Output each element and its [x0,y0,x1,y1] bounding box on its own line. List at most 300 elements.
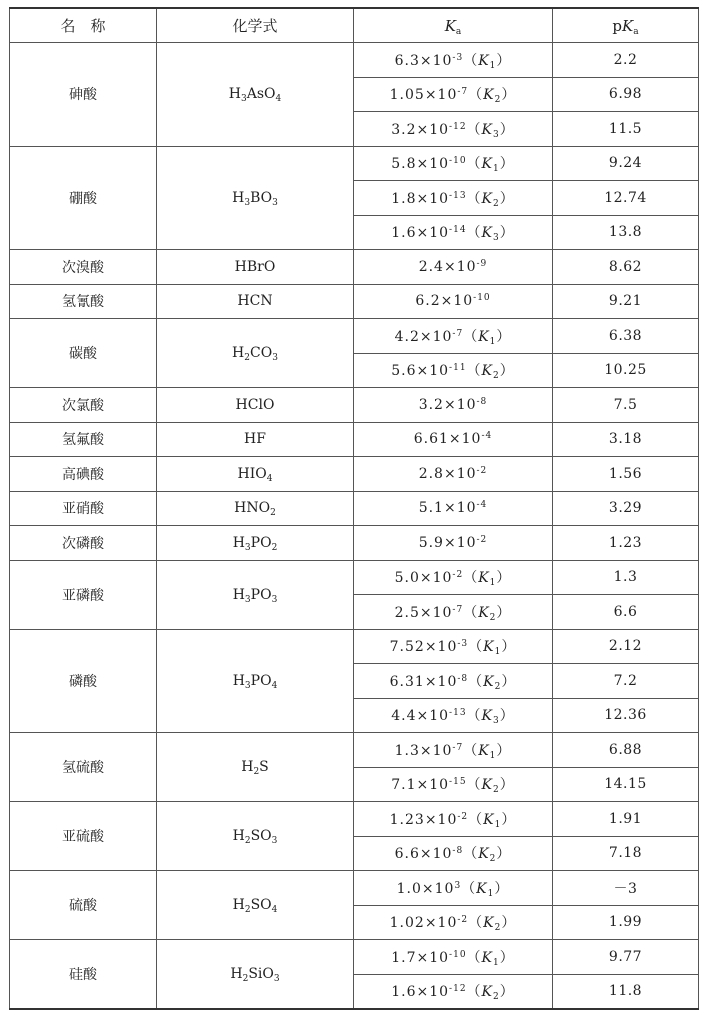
k-index: 3 [493,716,500,727]
pka-value-cell: 9.77 [553,940,699,975]
times-ten: ×10 [416,708,450,725]
paren-close: ） [501,639,517,656]
k-symbol: K [478,328,490,345]
ka-exponent: -15 [449,777,467,788]
k-symbol: K [476,880,488,897]
ka-value-cell [354,457,553,492]
paren-close: ） [499,777,515,794]
acid-name-cell: 次磷酸 [10,526,157,561]
paren-open: （ [466,225,482,242]
ka-mantissa: 3.2 [418,396,444,413]
formula-subscript: 2 [270,508,276,519]
acid-dissociation-table [9,7,699,1010]
ka-value-cell [354,595,553,630]
formula-part: H [230,965,243,982]
pka-subscript: a [633,26,639,37]
ka-subscript: a [455,26,462,37]
formula-part: HCN [237,293,273,310]
header-ka [354,8,553,43]
k-index: 3 [493,233,500,244]
k-index: 3 [493,129,500,140]
formula-subscript: 4 [271,905,278,915]
formula-subscript: 3 [271,594,278,605]
ka-value-cell [354,43,553,78]
pka-value-cell: 10.25 [553,353,699,388]
paren-close: ） [496,52,512,69]
ka-value-cell [354,112,553,147]
pka-value-cell: 2.12 [553,629,699,664]
paren-open: （ [463,328,479,345]
ka-exponent: -13 [449,190,467,201]
ka-mantissa: 2.5 [394,604,420,621]
pka-value-cell: 9.21 [553,284,699,319]
formula-cell [157,871,354,940]
times-ten: ×10 [443,534,477,551]
paren-open: （ [466,156,482,173]
table-row [10,146,699,181]
formula-part: PO [250,586,272,603]
ka-mantissa: 4.4 [391,708,417,725]
formula-subscript: 3 [272,197,278,208]
pka-symbol: K [622,16,634,35]
formula-subscript: 3 [272,353,278,363]
acid-name-cell: 碳酸 [10,319,157,388]
paren-close: ） [499,121,515,138]
times-ten: ×10 [443,258,477,275]
k-index: 2 [493,198,500,209]
table-row [10,940,699,975]
k-symbol: K [483,639,495,656]
ka-value-cell [354,388,553,423]
paren-close: ） [501,673,517,690]
pka-value-cell: 3.29 [553,491,699,526]
paren-close: ） [499,225,515,242]
ka-exponent: -2 [476,534,488,545]
times-ten: ×10 [416,363,450,380]
ka-exponent: -8 [452,846,464,857]
times-ten: ×10 [416,777,450,794]
formula-cell [157,457,354,492]
pka-value-cell: 9.24 [553,146,699,181]
formula-part: HF [244,431,266,448]
ka-exponent: -2 [452,570,464,581]
formula-subscript: 2 [242,973,249,984]
times-ten: ×10 [416,949,450,966]
ka-mantissa: 1.8 [391,190,417,207]
k-index: 2 [489,612,497,623]
k-symbol: K [481,225,494,242]
ka-mantissa: 3.2 [391,121,417,138]
formula-part: HClO [235,396,275,413]
pka-value-cell: 7.18 [553,836,699,871]
ka-exponent: -7 [452,328,464,339]
formula-cell [157,319,354,388]
times-ten: ×10 [424,673,458,690]
ka-value-cell [354,77,553,112]
formula-part: H [241,759,254,775]
formula-subscript: 3 [273,973,280,984]
k-index: 2 [494,681,502,692]
ka-mantissa: 5.9 [418,534,444,551]
ka-exponent: -10 [449,949,467,960]
ka-exponent: -4 [481,431,493,442]
ka-mantissa: 6.3 [394,52,420,69]
times-ten: ×10 [443,465,477,482]
ka-value-cell [354,526,553,561]
paren-open: （ [466,363,482,380]
k-symbol: K [481,156,494,173]
ka-value-cell [354,664,553,699]
paren-close: ） [499,984,515,1000]
formula-cell [157,733,354,802]
formula-part: PO [250,672,272,689]
ka-value-cell [354,284,553,319]
pka-value-cell: 1.91 [553,802,699,837]
k-symbol: K [483,915,495,932]
k-symbol: K [483,87,495,104]
k-index: 2 [494,95,502,106]
pka-value-cell: 6.98 [553,77,699,112]
pka-value-cell: －3 [553,871,699,906]
formula-part: SiO [248,965,274,982]
paren-open: （ [468,87,484,104]
times-ten: ×10 [416,156,450,173]
formula-part: S [259,759,269,775]
table-row [10,491,699,526]
paren-open: （ [468,639,484,656]
times-ten: ×10 [416,225,450,242]
table-row [10,284,699,319]
k-symbol: K [481,121,494,138]
ka-mantissa: 7.52 [389,639,425,656]
acid-name-cell: 氢氟酸 [10,422,157,457]
formula-cell [157,388,354,423]
paren-close: ） [499,949,515,966]
times-ten: ×10 [443,396,477,413]
paren-close: ） [499,708,515,725]
k-index: 1 [494,819,502,830]
formula-part: HBrO [234,258,276,275]
times-ten: ×10 [443,500,477,517]
paren-open: （ [463,742,479,759]
acid-name-cell: 砷酸 [10,43,157,147]
formula-subscript: 4 [275,94,282,105]
formula-subscript: 3 [271,836,278,846]
acid-name-cell: 硼酸 [10,146,157,250]
formula-subscript: 3 [244,680,251,691]
formula-part: CO [250,345,273,361]
paren-open: （ [466,984,482,1000]
ka-exponent: -13 [449,708,467,719]
paren-close: ） [496,604,512,621]
times-ten: ×10 [419,846,453,863]
ka-exponent: -12 [449,984,467,994]
paren-close: ） [501,915,517,932]
k-symbol: K [481,190,494,207]
formula-part: H [232,189,245,206]
header-name: 名 称 [10,8,157,43]
times-ten: ×10 [419,604,453,621]
pka-value-cell: 1.56 [553,457,699,492]
times-ten: ×10 [424,915,458,932]
ka-value-cell [354,250,553,285]
times-ten: ×10 [419,328,453,345]
paren-close: ） [494,880,510,897]
pka-value-cell: 1.99 [553,905,699,940]
formula-part: H [232,672,245,689]
pka-value-cell: 12.36 [553,698,699,733]
formula-subscript: 2 [244,353,250,363]
k-index: 1 [493,164,500,175]
formula-part: H [232,828,245,844]
ka-symbol: K [444,16,456,35]
table-row [10,43,699,78]
pka-value-cell: 2.2 [553,43,699,78]
k-index: 1 [489,578,497,589]
pka-value-cell: 3.18 [553,422,699,457]
ka-value-cell [354,629,553,664]
k-index: 1 [493,957,500,968]
acid-name-cell: 氢硫酸 [10,733,157,802]
ka-exponent: 3 [454,880,462,891]
paren-close: ） [496,570,512,587]
table-row [10,629,699,664]
ka-value-cell [354,146,553,181]
ka-mantissa: 2.4 [418,258,444,275]
formula-cell [157,284,354,319]
formula-part: BO [250,189,273,206]
k-symbol: K [481,708,494,725]
k-symbol: K [478,570,490,587]
formula-subscript: 2 [244,836,251,846]
k-index: 2 [493,371,500,382]
ka-exponent: -12 [449,121,467,132]
paren-open: （ [466,121,482,138]
ka-mantissa: 2.8 [418,465,444,482]
formula-cell [157,629,354,733]
formula-cell [157,802,354,871]
pka-value-cell: 7.2 [553,664,699,699]
paren-open: （ [463,846,479,863]
times-ten: ×10 [424,639,458,656]
ka-mantissa: 1.6 [391,984,417,1000]
pka-value-cell: 12.74 [553,181,699,216]
ka-mantissa: 5.1 [418,500,444,517]
formula-part: SO [250,897,272,913]
paren-close: ） [496,846,512,863]
table-row [10,319,699,354]
ka-value-cell [354,871,553,906]
formula-cell [157,491,354,526]
ka-exponent: -8 [476,396,488,407]
ka-mantissa: 1.05 [389,87,425,104]
ka-value-cell [354,905,553,940]
ka-mantissa: 1.6 [391,225,417,242]
pka-value-cell: 7.5 [553,388,699,423]
k-index: 1 [489,336,497,347]
pka-value-cell: 6.88 [553,733,699,768]
k-symbol: K [478,742,490,759]
pka-value-cell: 1.3 [553,560,699,595]
ka-mantissa: 1.23 [389,811,425,828]
times-ten: ×10 [440,293,474,310]
ka-value-cell [354,319,553,354]
ka-value-cell [354,767,553,802]
table-row [10,250,699,285]
ka-value-cell [354,698,553,733]
pka-value-cell: 11.8 [553,974,699,1009]
paren-open: （ [463,52,479,69]
times-ten: ×10 [424,87,458,104]
ka-mantissa: 1.0 [396,880,422,897]
formula-cell [157,250,354,285]
acid-name-cell: 次溴酸 [10,250,157,285]
paren-open: （ [466,777,482,794]
formula-part: H [232,897,245,913]
acid-name-cell: 高碘酸 [10,457,157,492]
ka-exponent: -3 [457,639,469,650]
header-formula: 化学式 [157,8,354,43]
ka-mantissa: 5.0 [394,570,420,587]
times-ten: ×10 [424,811,458,828]
table-row [10,526,699,561]
formula-subscript: 2 [271,542,278,553]
table-row [10,422,699,457]
ka-mantissa: 7.1 [391,777,417,794]
formula-part: H [232,586,245,603]
ka-exponent: -2 [476,465,488,476]
formula-part: HIO [237,465,267,482]
formula-part: AsO [246,86,276,103]
formula-cell [157,422,354,457]
ka-exponent: -7 [452,742,464,753]
ka-mantissa: 4.2 [394,328,420,345]
header-pka [553,8,699,43]
ka-exponent: -8 [457,673,469,684]
paren-open: （ [468,673,484,690]
ka-exponent: -9 [476,258,488,269]
formula-subscript: 3 [240,94,247,105]
acid-name-cell: 硅酸 [10,940,157,1009]
times-ten: ×10 [419,570,453,587]
paren-close: ） [496,328,512,345]
paren-close: ） [501,87,517,104]
ka-exponent: -14 [449,225,467,236]
formula-cell [157,940,354,1009]
formula-cell [157,43,354,147]
k-symbol: K [483,811,495,828]
k-index: 2 [494,923,502,934]
ka-exponent: -2 [457,915,469,926]
ka-value-cell [354,974,553,1009]
formula-cell [157,526,354,561]
formula-part: HNO [234,500,271,517]
ka-mantissa: 1.3 [394,742,420,759]
times-ten: ×10 [416,121,450,138]
ka-value-cell [354,422,553,457]
formula-subscript: 2 [244,905,251,915]
pka-value-cell: 8.62 [553,250,699,285]
ka-mantissa: 6.31 [389,673,425,690]
table-row [10,457,699,492]
ka-mantissa: 1.02 [389,915,425,932]
k-symbol: K [481,984,494,1000]
paren-close: ） [499,190,515,207]
ka-value-cell [354,560,553,595]
ka-exponent: -3 [452,52,464,63]
formula-part: PO [250,534,272,551]
k-index: 1 [489,750,497,761]
ka-value-cell [354,733,553,768]
ka-value-cell [354,181,553,216]
pka-value-cell: 1.23 [553,526,699,561]
acid-name-cell: 亚磷酸 [10,560,157,629]
pka-value-cell: 6.38 [553,319,699,354]
ka-value-cell [354,215,553,250]
ka-value-cell [354,353,553,388]
ka-exponent: -4 [476,500,488,511]
table-row [10,871,699,906]
pka-value-cell: 6.6 [553,595,699,630]
paren-open: （ [466,949,482,966]
times-ten: ×10 [421,880,455,897]
formula-cell [157,560,354,629]
ka-exponent: -7 [452,604,464,615]
k-index: 1 [494,647,502,658]
k-symbol: K [478,846,490,863]
k-index: 1 [489,60,497,71]
formula-cell [157,146,354,250]
ka-value-cell [354,836,553,871]
formula-subscript: 4 [271,680,278,691]
formula-part: SO [250,828,272,844]
k-symbol: K [481,777,494,794]
ka-exponent: -11 [449,363,467,374]
ka-exponent: -10 [449,156,467,167]
formula-subscript: 3 [244,197,251,208]
k-index: 2 [493,785,500,796]
k-index: 2 [493,992,500,1002]
paren-close: ） [501,811,517,828]
acid-name-cell: 亚硝酸 [10,491,157,526]
formula-subscript: 2 [253,767,260,777]
k-symbol: K [478,604,490,621]
times-ten: ×10 [419,52,453,69]
paren-close: ） [496,742,512,759]
ka-mantissa: 1.7 [391,949,417,966]
ka-value-cell [354,491,553,526]
times-ten: ×10 [419,742,453,759]
table-row [10,733,699,768]
ka-value-cell [354,940,553,975]
paren-open: （ [461,880,477,897]
acid-name-cell: 磷酸 [10,629,157,733]
ka-exponent: -7 [457,87,469,98]
acid-name-cell: 硫酸 [10,871,157,940]
times-ten: ×10 [448,431,482,448]
k-symbol: K [478,52,490,69]
paren-open: （ [466,190,482,207]
header-row [10,8,699,43]
formula-part: H [228,86,241,103]
formula-part: H [232,534,245,551]
ka-exponent: -2 [457,811,469,822]
paren-close: ） [499,156,515,173]
paren-open: （ [466,708,482,725]
ka-mantissa: 5.6 [391,363,417,380]
ka-exponent: -10 [473,293,491,304]
ka-mantissa: 6.6 [394,846,420,863]
